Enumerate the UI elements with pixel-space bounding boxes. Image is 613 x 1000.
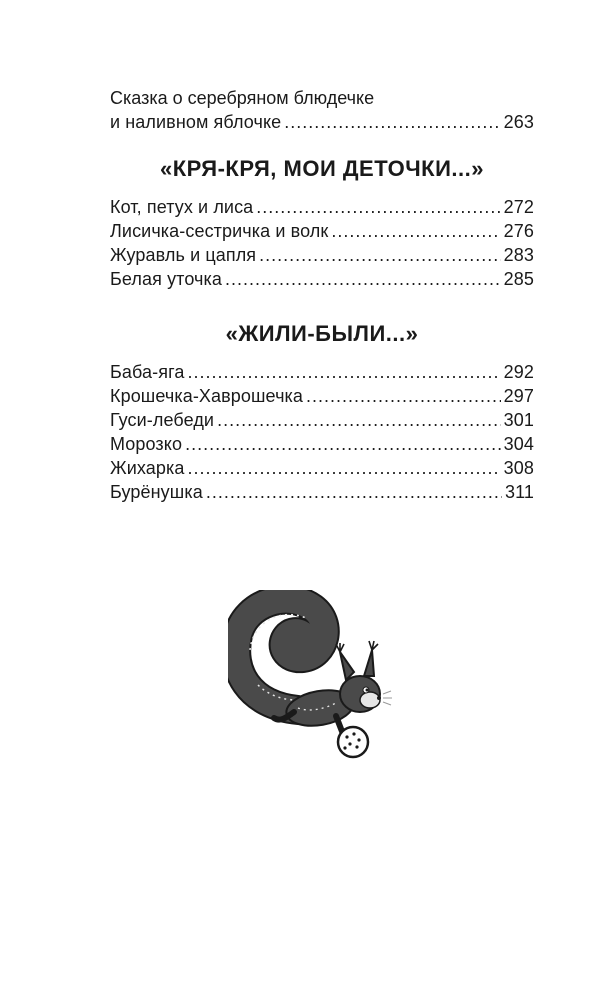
toc-entry-page: 308 bbox=[503, 458, 534, 478]
toc-entry-title: Морозко bbox=[110, 434, 183, 454]
toc-entry-page: 285 bbox=[503, 269, 534, 289]
section-heading-krya-krya: «КРЯ-КРЯ, МОИ ДЕТОЧКИ...» bbox=[159, 156, 484, 181]
toc-entry-page: 292 bbox=[503, 362, 534, 382]
squirrel-icon bbox=[228, 590, 398, 770]
toc-entry-title: Журавль и цапля bbox=[110, 245, 257, 265]
toc-entry-title: Жихарка bbox=[110, 458, 185, 478]
toc-entry-page: 263 bbox=[503, 112, 534, 132]
toc-entry[interactable] bbox=[110, 360, 534, 384]
dot-leader bbox=[217, 408, 501, 432]
table-of-contents bbox=[110, 86, 534, 504]
toc-entry-silver-saucer[interactable] bbox=[110, 86, 534, 134]
toc-entry[interactable] bbox=[110, 456, 534, 480]
toc-entry-title: Гуси-лебеди bbox=[110, 410, 215, 430]
dot-leader bbox=[284, 110, 500, 134]
toc-entry-title: Белая уточка bbox=[110, 269, 223, 289]
dot-leader bbox=[206, 480, 502, 504]
section-heading-zhili-byli: «ЖИЛИ-БЫЛИ...» bbox=[225, 321, 419, 346]
dot-leader bbox=[331, 219, 500, 243]
toc-entry-title: Кот, петух и лиса bbox=[110, 197, 254, 217]
toc-entry[interactable] bbox=[110, 432, 534, 456]
toc-entry[interactable] bbox=[110, 243, 534, 267]
toc-entry-page: 301 bbox=[503, 410, 534, 430]
toc-entry-title: Бурёнушка bbox=[110, 482, 203, 502]
dot-leader bbox=[187, 360, 500, 384]
toc-entry-title: Крошечка-Хаврошечка bbox=[110, 386, 304, 406]
dot-leader bbox=[256, 195, 500, 219]
toc-entry-title-line2: и наливном яблочке bbox=[110, 112, 282, 132]
toc-entry[interactable] bbox=[110, 384, 534, 408]
dot-leader bbox=[259, 243, 501, 267]
toc-entry-title-line1: Сказка о серебряном блюдечке bbox=[110, 88, 375, 108]
dot-leader bbox=[187, 456, 500, 480]
dot-leader bbox=[185, 432, 501, 456]
toc-entry-title: Баба-яга bbox=[110, 362, 185, 382]
toc-entry-page: 283 bbox=[503, 245, 534, 265]
dot-leader bbox=[306, 384, 501, 408]
toc-entry[interactable] bbox=[110, 219, 534, 243]
toc-entry-page: 311 bbox=[505, 482, 534, 502]
toc-entry[interactable] bbox=[110, 267, 534, 291]
dot-leader bbox=[225, 267, 501, 291]
toc-entry-page: 276 bbox=[503, 221, 534, 241]
toc-entry-page: 304 bbox=[503, 434, 534, 454]
toc-entry-page: 272 bbox=[503, 197, 534, 217]
toc-entry-page: 297 bbox=[503, 386, 534, 406]
toc-entry-title: Лисичка-сестричка и волк bbox=[110, 221, 329, 241]
toc-entry[interactable] bbox=[110, 480, 534, 504]
toc-entry[interactable] bbox=[110, 195, 534, 219]
toc-entry[interactable] bbox=[110, 408, 534, 432]
